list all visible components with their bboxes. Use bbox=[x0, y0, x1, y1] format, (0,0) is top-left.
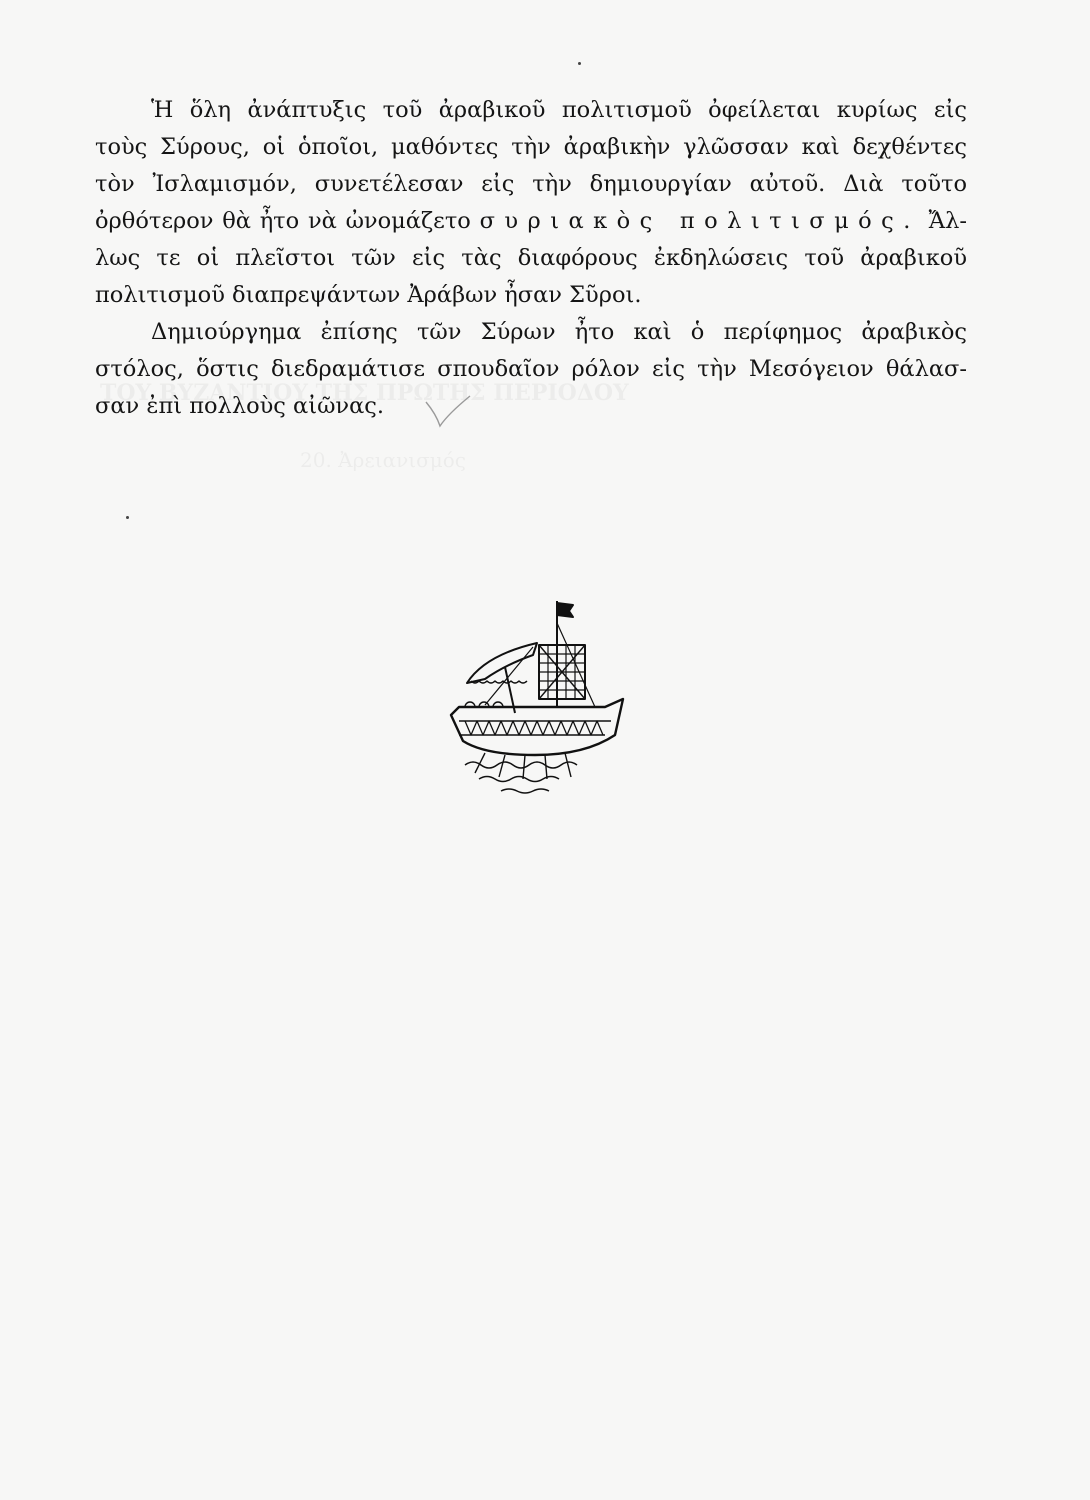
speck bbox=[578, 62, 581, 65]
spaced-emphasis-text: συριακὸς πολιτισμός. bbox=[479, 208, 920, 234]
text-line: στόλος, ὅστις διεδραμάτισε σπουδαῖον ρόλον εἰς τὴν Μεσόγειον θάλασ- bbox=[95, 356, 967, 382]
text-line: πολιτισμοῦ διαπρεψάντων Ἀράβων ἦσαν Σῦροι. bbox=[95, 282, 642, 308]
speck bbox=[126, 516, 129, 519]
text-line: λως τε οἱ πλεῖστοι τῶν εἰς τὰς διαφόρους ἐκδηλώσεις τοῦ ἀραβικοῦ bbox=[95, 245, 967, 271]
bleed-through-subheading bbox=[300, 448, 466, 472]
text-line: σαν ἐπὶ πολλοὺς αἰῶνας. bbox=[95, 393, 385, 419]
text-line: Δημιούργημα ἐπίσης τῶν Σύρων ἦτο καὶ ὁ περίφημος ἀραβικὸς bbox=[151, 319, 967, 345]
text-line: τὸν Ἰσλαμισμόν, συνετέλεσαν εἰς τὴν δημιουργίαν αὐτοῦ. Διὰ τοῦτο bbox=[95, 171, 967, 197]
pencil-mark-icon bbox=[418, 392, 478, 432]
text-line: Ἡ ὅλη ἀνάπτυξις τοῦ ἀραβικοῦ πολιτισμοῦ ὀφείλεται κυρίως εἰς bbox=[151, 97, 967, 123]
paragraph-2 bbox=[95, 314, 967, 425]
text-line-emphasis bbox=[95, 203, 967, 240]
text-line: τοὺς Σύρους, οἱ ὁποῖοι, μαθόντες τὴν ἀραβικὴν γλῶσσαν καὶ δεχθέντες bbox=[95, 134, 967, 160]
paragraph-1 bbox=[95, 92, 967, 314]
body-text bbox=[95, 92, 967, 425]
line-text-after: Ἄλ- bbox=[928, 208, 968, 234]
ship-drawing-icon bbox=[445, 595, 645, 795]
line-text-before: ὀρθότερον θὰ ἦτο νὰ ὠνομάζετο bbox=[95, 208, 471, 234]
